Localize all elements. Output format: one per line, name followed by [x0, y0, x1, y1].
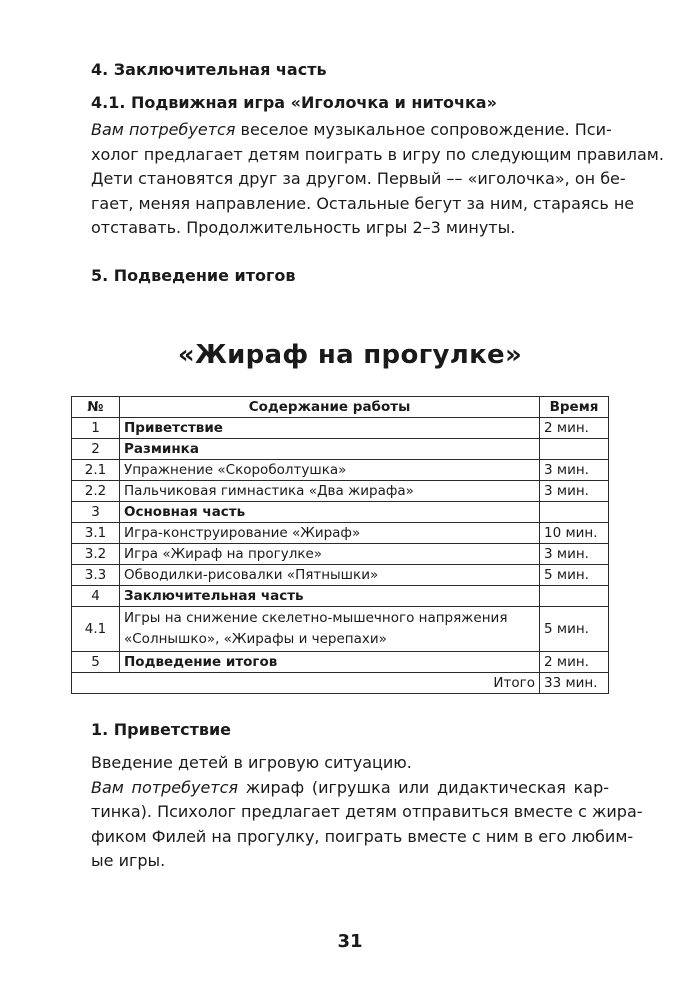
row-content: Основная часть	[120, 502, 540, 523]
row-number: 4.1	[72, 607, 120, 652]
row-number: 5	[72, 652, 120, 673]
line-text: веселое музыкальное сопровождение. Пси-	[235, 120, 612, 139]
row-time	[540, 502, 609, 523]
row-content-line: Игры на снижение скелетно-мышечного напряжения	[124, 610, 508, 626]
table-row	[72, 502, 609, 523]
table-row	[72, 544, 609, 565]
row-number: 1	[72, 418, 120, 439]
table-body	[72, 418, 609, 694]
row-time	[540, 586, 609, 607]
row-number: 2	[72, 439, 120, 460]
total-label: Итого	[72, 673, 540, 694]
row-time: 5 мин.	[540, 565, 609, 586]
lesson-plan-table	[71, 396, 609, 694]
section-1-heading: 1. Приветствие	[91, 720, 232, 739]
line-text: отставать. Продолжительность игры 2–3 минуты.	[91, 218, 516, 237]
row-content: Упражнение «Скороболтушка»	[120, 460, 540, 481]
row-number: 3.3	[72, 565, 120, 586]
paragraph-line	[91, 800, 643, 825]
line-text: фиком Филей на прогулку, поиграть вместе с ним в его любим-	[91, 826, 634, 846]
column-header-number: №	[72, 397, 120, 418]
row-time	[540, 439, 609, 460]
table-row	[72, 439, 609, 460]
row-content: Подведение итогов	[120, 652, 540, 673]
row-number: 2.2	[72, 481, 120, 502]
row-number: 2.1	[72, 460, 120, 481]
paragraph-line	[91, 192, 635, 217]
row-time: 2 мин.	[540, 652, 609, 673]
row-content	[120, 607, 540, 652]
paragraph-line	[91, 825, 634, 850]
row-time: 3 мин.	[540, 544, 609, 565]
row-content-line: «Солнышко», «Жирафы и черепахи»	[124, 631, 387, 647]
line-text: жираф (игрушка или дидактическая кар-	[238, 777, 609, 797]
table-row	[72, 652, 609, 673]
row-number: 3.1	[72, 523, 120, 544]
line-text: гает, меняя направление. Остальные бегут за ним, стараясь не	[91, 193, 635, 213]
paragraph-line	[91, 216, 609, 241]
row-time: 3 мин.	[540, 481, 609, 502]
section-4-heading: 4. Заключительная часть	[91, 60, 327, 79]
table-total-row	[72, 673, 609, 694]
section-1-paragraph	[91, 751, 643, 874]
intro-line: Введение детей в игровую ситуацию.	[91, 753, 412, 772]
page-number: 31	[337, 931, 363, 952]
paragraph-line	[91, 776, 609, 801]
table-row	[72, 607, 609, 652]
line-text: ые игры.	[91, 851, 166, 870]
row-content: Разминка	[120, 439, 540, 460]
row-number: 3.2	[72, 544, 120, 565]
row-content: Обводилки-рисовалки «Пятнышки»	[120, 565, 540, 586]
section-4-1-heading: 4.1. Подвижная игра «Иголочка и ниточка»	[91, 93, 497, 112]
table-row	[72, 586, 609, 607]
total-time: 33 мин.	[540, 673, 609, 694]
row-content: Заключительная часть	[120, 586, 540, 607]
table-row	[72, 523, 609, 544]
paragraph-line	[91, 167, 626, 192]
table-row	[72, 460, 609, 481]
paragraph-line	[91, 143, 664, 168]
row-content: Пальчиковая гимнастика «Два жирафа»	[120, 481, 540, 502]
paragraph-line	[91, 118, 612, 143]
line-text: холог предлагает детям поиграть в игру по следующим правилам.	[91, 144, 664, 164]
row-content: Игра-конструирование «Жираф»	[120, 523, 540, 544]
row-content: Игра «Жираф на прогулке»	[120, 544, 540, 565]
row-number: 4	[72, 586, 120, 607]
table-row	[72, 481, 609, 502]
line-text: Дети становятся друг за другом. Первый –– «иголочка», он бе-	[91, 169, 626, 188]
italic-phrase: Вам потребуется	[91, 777, 239, 797]
row-time: 10 мин.	[540, 523, 609, 544]
section-5-heading: 5. Подведение итогов	[91, 266, 296, 285]
table-header-row	[72, 397, 609, 418]
table-row	[72, 418, 609, 439]
row-number: 3	[72, 502, 120, 523]
row-time: 2 мин.	[540, 418, 609, 439]
column-header-content: Содержание работы	[120, 397, 540, 418]
italic-phrase: Вам потребуется	[91, 120, 236, 139]
lesson-title: «Жираф на прогулке»	[177, 340, 523, 370]
table-row	[72, 565, 609, 586]
line-text: тинка). Психолог предлагает детям отправиться вместе с жира-	[91, 802, 643, 821]
column-header-time: Время	[540, 397, 609, 418]
paragraph-line	[91, 849, 609, 874]
section-4-paragraph	[91, 118, 664, 241]
row-content: Приветствие	[120, 418, 540, 439]
row-time: 3 мин.	[540, 460, 609, 481]
row-time: 5 мин.	[540, 607, 609, 652]
